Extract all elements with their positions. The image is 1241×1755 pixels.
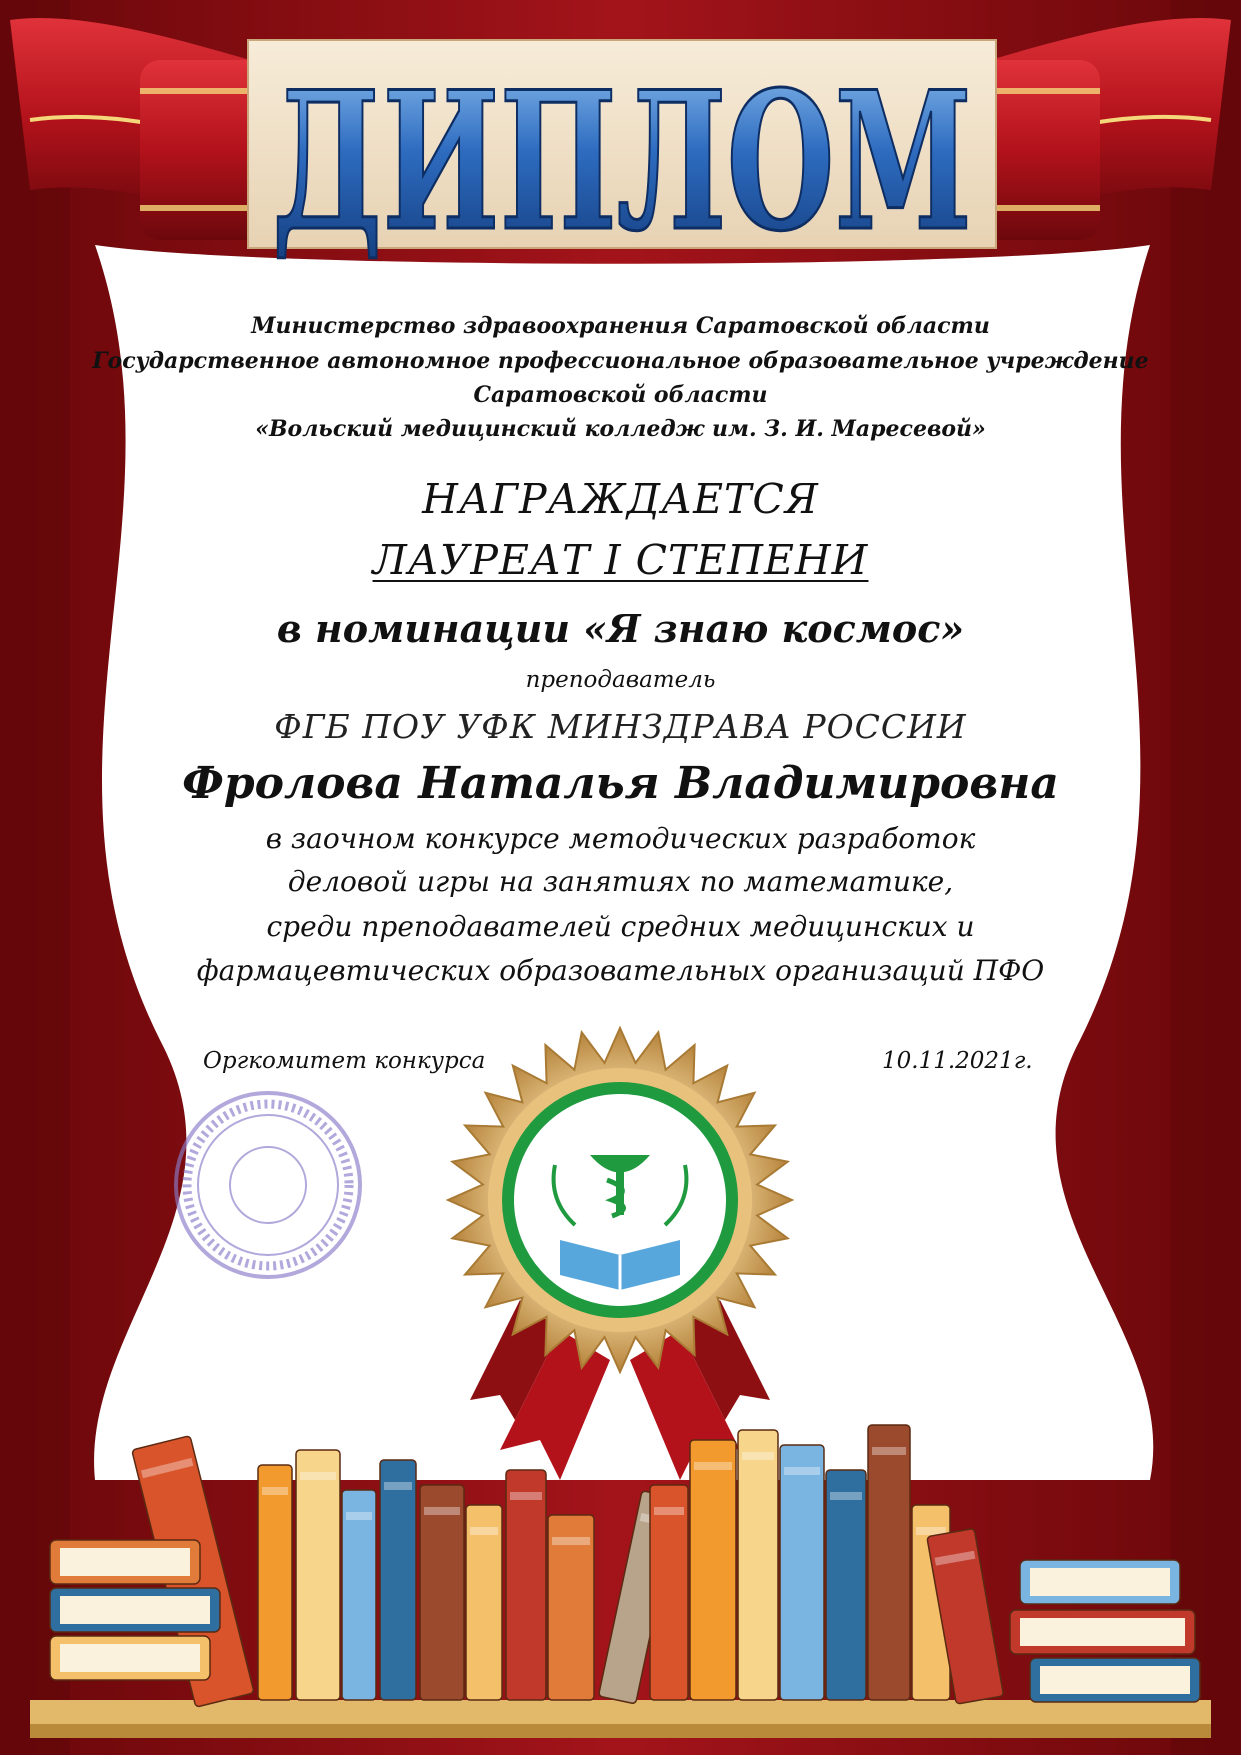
book-band bbox=[742, 1452, 774, 1460]
signature-label: Оргкомитет конкурса bbox=[203, 1048, 486, 1074]
book-band bbox=[346, 1512, 372, 1520]
book bbox=[780, 1445, 824, 1700]
organization-line-1: Министерство здравоохранения Саратовской области bbox=[251, 313, 990, 339]
stacked-book-pages bbox=[60, 1644, 200, 1672]
recipient-role: преподаватель bbox=[525, 667, 716, 693]
organization-line-3: Саратовской области bbox=[473, 382, 768, 408]
book bbox=[506, 1470, 546, 1700]
book-band bbox=[424, 1507, 460, 1515]
stacked-book-pages bbox=[60, 1548, 190, 1576]
book-band bbox=[262, 1487, 288, 1495]
book bbox=[650, 1485, 688, 1700]
diploma-title: ДИПЛОМ bbox=[272, 50, 972, 273]
description-line-1: в заочном конкурсе методических разработок bbox=[265, 822, 976, 855]
book-band bbox=[830, 1492, 862, 1500]
book bbox=[690, 1440, 736, 1700]
award-date: 10.11.2021г. bbox=[882, 1048, 1033, 1074]
book bbox=[868, 1425, 910, 1700]
book bbox=[342, 1490, 376, 1700]
recipient-name: Фролова Наталья Владимировна bbox=[182, 758, 1059, 809]
stacked-book-pages bbox=[1030, 1568, 1170, 1596]
book bbox=[826, 1470, 866, 1700]
book-band bbox=[510, 1492, 542, 1500]
description-line-2: деловой игры на занятиях по математике, bbox=[287, 865, 954, 898]
stacked-book-pages bbox=[1020, 1618, 1185, 1646]
organization-line-2: Государственное автономное профессиональное образовательное учреждение bbox=[92, 348, 1149, 374]
book bbox=[258, 1465, 292, 1700]
book-band bbox=[300, 1472, 336, 1480]
organization-line-4: «Вольский медицинский колледж им. З. И. Маресевой» bbox=[255, 416, 986, 442]
award-degree bbox=[0, 536, 1241, 584]
book-band bbox=[552, 1537, 590, 1545]
recipient-institution: ФГБ ПОУ УФК МИНЗДРАВА РОССИИ bbox=[274, 707, 967, 746]
book bbox=[296, 1450, 340, 1700]
award-degree-text: ЛАУРЕАТ I СТЕПЕНИ bbox=[372, 536, 869, 584]
book bbox=[380, 1460, 416, 1700]
award-heading: НАГРАЖДАЕТСЯ bbox=[422, 475, 819, 523]
book-band bbox=[694, 1462, 732, 1470]
book-band bbox=[654, 1507, 684, 1515]
book-band bbox=[470, 1527, 498, 1535]
book-band bbox=[384, 1482, 412, 1490]
book bbox=[420, 1485, 464, 1700]
book bbox=[738, 1430, 778, 1700]
stacked-book-pages bbox=[60, 1596, 210, 1624]
stacked-book-pages bbox=[1040, 1666, 1190, 1694]
description-line-3: среди преподавателей средних медицинских и bbox=[266, 910, 975, 943]
book-band bbox=[872, 1447, 906, 1455]
nomination: в номинации «Я знаю космос» bbox=[276, 606, 965, 651]
description-line-4: фармацевтических образовательных организаций ПФО bbox=[196, 954, 1045, 987]
book-band bbox=[784, 1467, 820, 1475]
